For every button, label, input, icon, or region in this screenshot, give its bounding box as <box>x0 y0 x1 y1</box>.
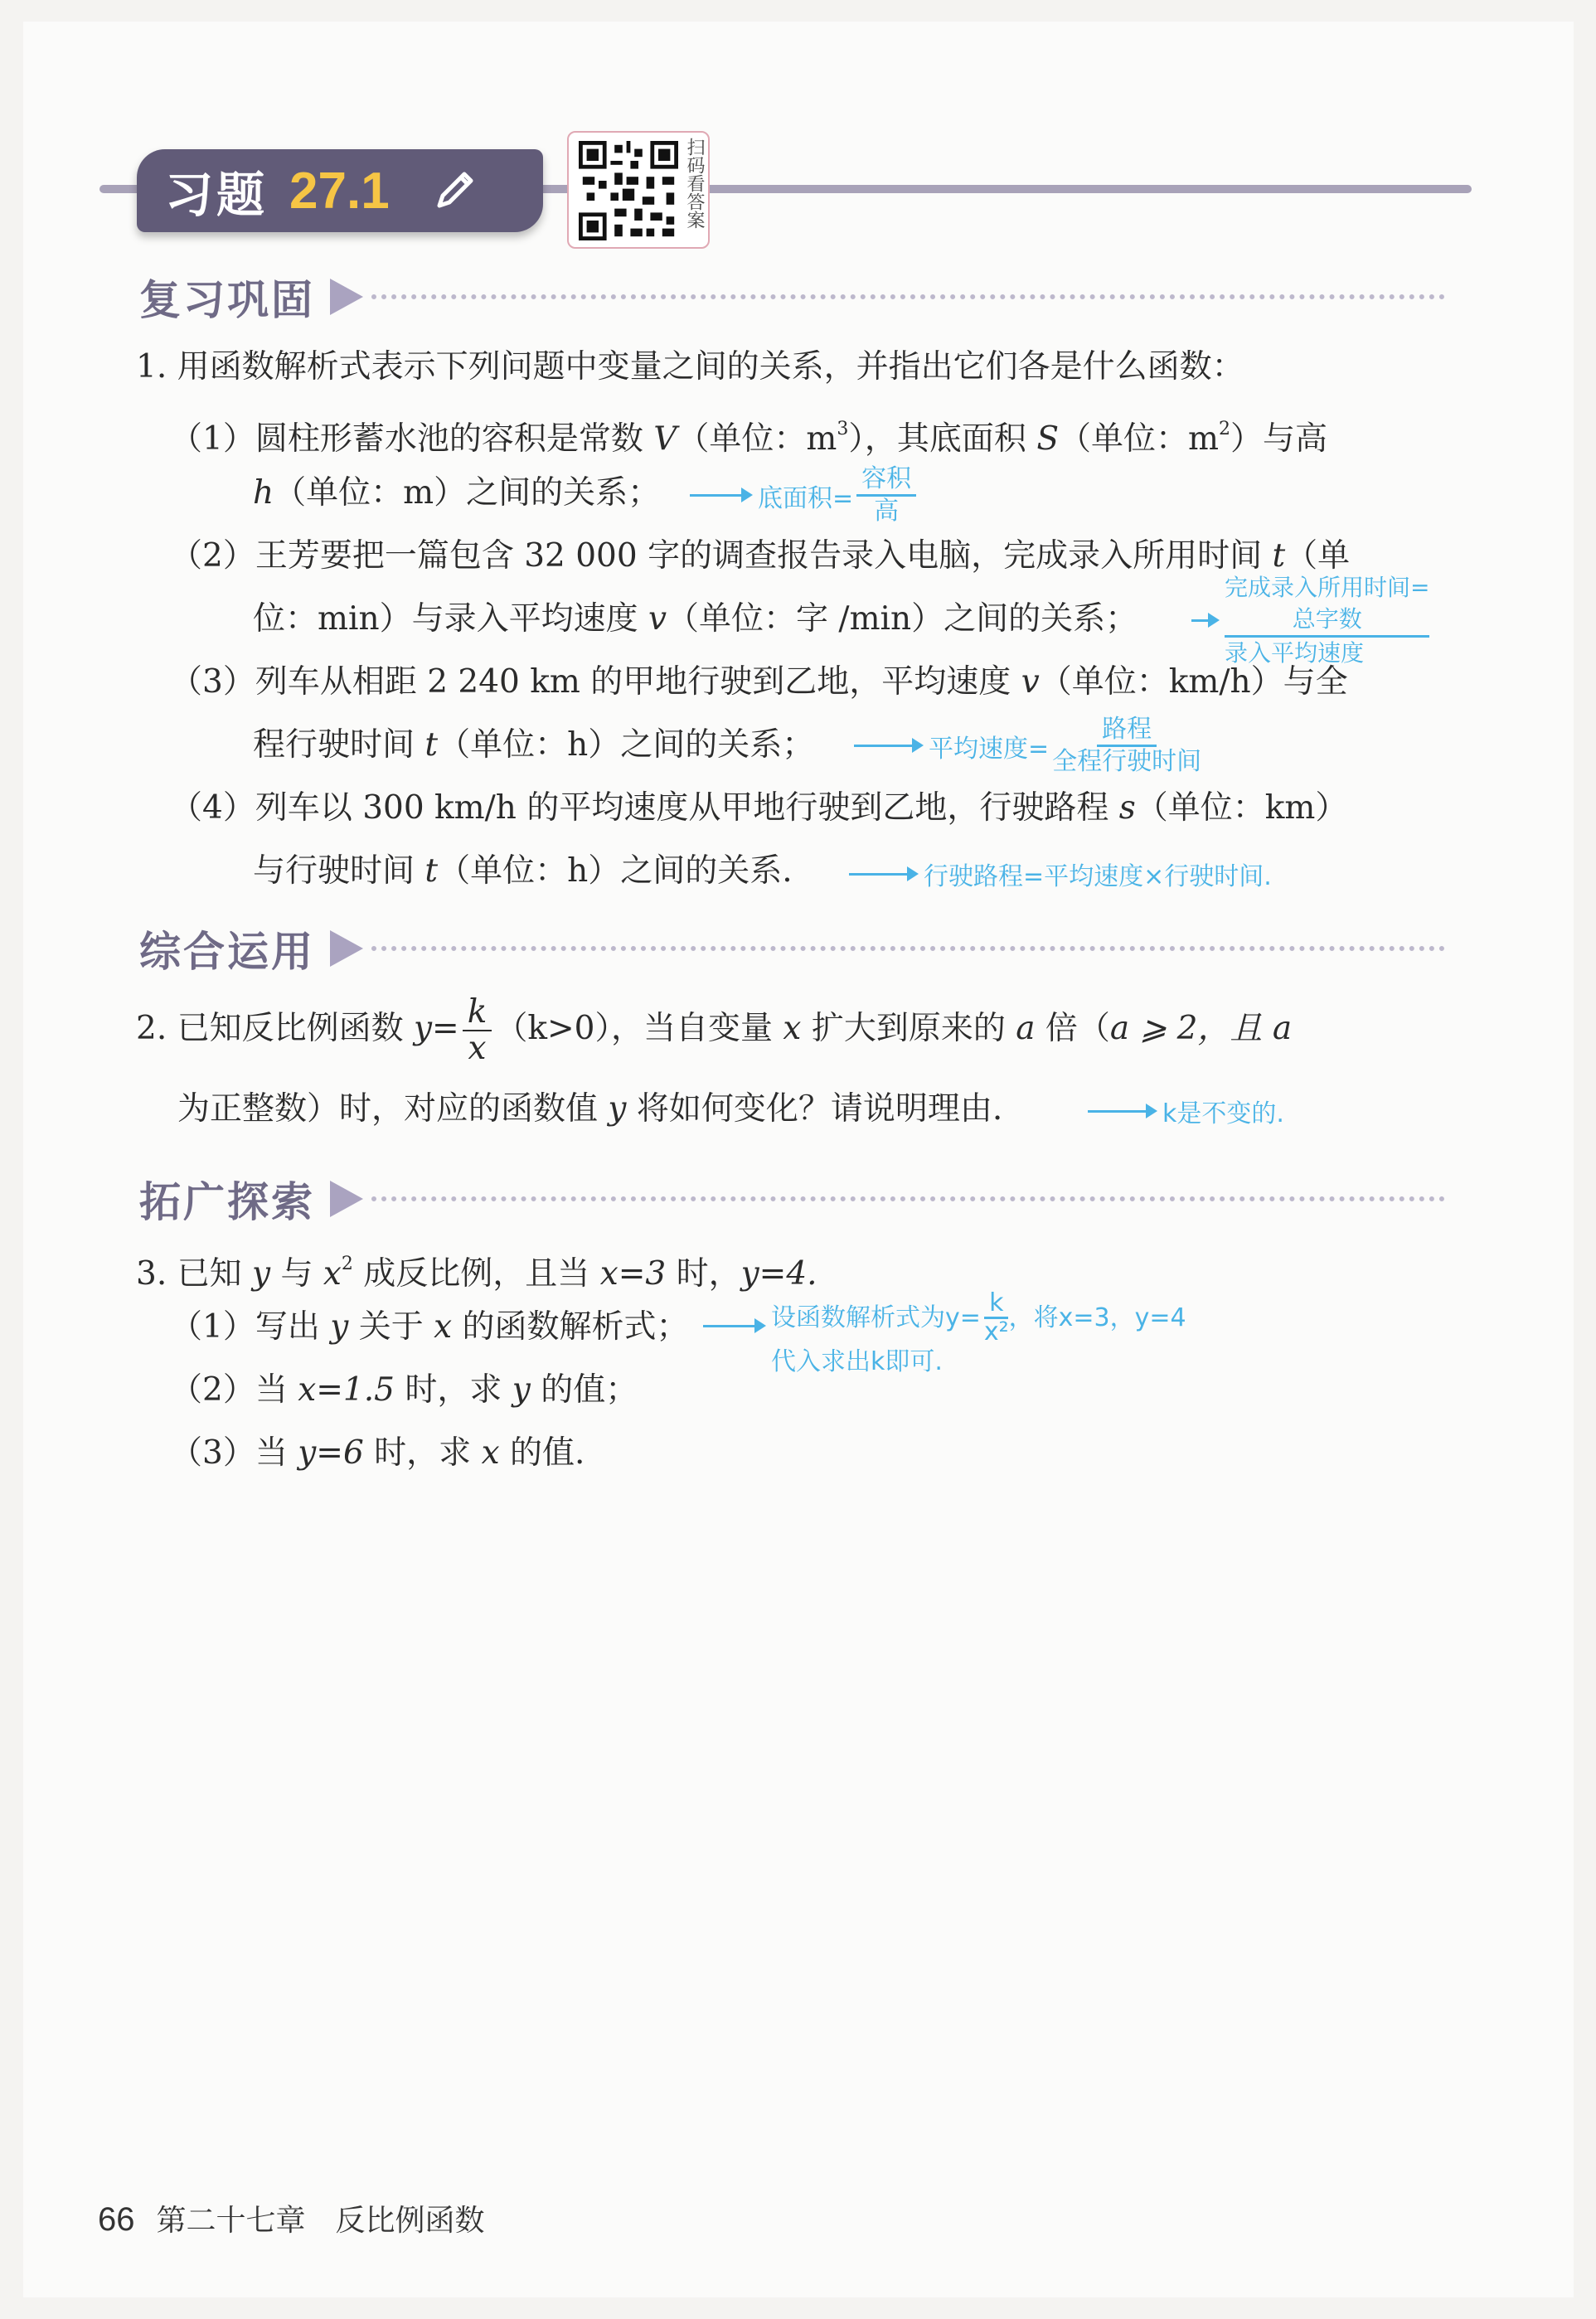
q3-stem: 3. 已知 y 与 $x^2$ 成反比例，且当 x=3 时，y=4. <box>136 1254 817 1293</box>
q2-line1: 2. 已知反比例函数 y= $\frac{k}{x}$ （k>0），当自变量 x 扩大到原来的 a 倍（a ⩾ 2，且 a <box>136 993 1293 1067</box>
q1-part4-line2: 与行驶时间 t（单位：h）之间的关系. <box>253 852 793 890</box>
dotted-divider <box>371 294 1445 299</box>
pencil-icon <box>428 164 481 217</box>
qr-code-box[interactable] <box>567 131 710 249</box>
q2-line2: 为正整数）时，对应的函数值 y 将如何变化？请说明理由. <box>177 1090 1003 1128</box>
section-arrow-icon <box>330 1181 363 1217</box>
q1-part1-line2: h（单位：m）之间的关系； <box>253 474 661 512</box>
arrow-icon <box>703 1325 763 1327</box>
section-review-title: 复习巩固 <box>139 276 315 324</box>
q1-part2-line2: 位：min）与录入平均速度 v（单位：字 /min）之间的关系； <box>253 600 1138 638</box>
q1-part3-line2: 程行驶时间 t（单位：h）之间的关系； <box>253 726 815 764</box>
dotted-divider <box>371 1196 1445 1201</box>
section-extension-title: 拓广探索 <box>139 1178 315 1226</box>
section-comprehensive-title: 综合运用 <box>139 928 315 976</box>
qr-caption: 扫码看答案 <box>684 138 705 229</box>
arrow-icon <box>849 873 915 876</box>
arrow-icon <box>854 745 920 747</box>
section-comprehensive <box>139 919 1445 978</box>
section-review <box>139 267 1445 327</box>
title-text: 习题 <box>165 167 269 223</box>
annotation-1: 底面积= $\frac{\text{容积}}{\text{高}}$ <box>690 464 916 526</box>
exercise-title <box>137 149 543 232</box>
annotation-4: 行驶路程=平均速度×行驶时间. <box>849 856 1272 892</box>
title-number: 27.1 <box>289 162 390 220</box>
page-footer <box>98 2197 485 2239</box>
q3-part3: （3）当 y=6 时，求 x 的值. <box>170 1434 585 1472</box>
q1-part4-line1: （4）列车以 300 km/h 的平均速度从甲地行驶到乙地，行驶路程 s（单位：km） <box>170 789 1348 827</box>
arrow-icon <box>1088 1110 1154 1113</box>
annotation-6: 设函数解析式为y= $\frac{k}{\text{x²}}$ ，将x=3，y=4 代入求出k即可. <box>703 1290 1186 1379</box>
dotted-divider <box>371 946 1445 951</box>
annotation-2: 完成录入所用时间= 总字数 录入平均速度 <box>1191 572 1429 669</box>
q1-part2-line1: （2）王芳要把一篇包含 32 000 字的调查报告录入电脑，完成录入所用时间 t（单 <box>170 537 1351 575</box>
q1-part3-line1: （3）列车从相距 2 240 km 的甲地行驶到乙地，平均速度 v（单位：km/h）与全 <box>170 663 1348 701</box>
section-extension <box>139 1169 1445 1229</box>
section-arrow-icon <box>330 930 363 967</box>
annotation-5: k是不变的. <box>1088 1093 1284 1129</box>
q3-part1: （1）写出 y 关于 x 的函数解析式； <box>170 1308 689 1346</box>
section-arrow-icon <box>330 279 363 315</box>
arrow-icon <box>1191 619 1216 622</box>
q3-part2: （2）当 x=1.5 时，求 y 的值； <box>170 1371 638 1409</box>
annotation-3: 平均速度= $\frac{\text{路程}}{\text{全程行驶时间}}$ <box>854 715 1201 777</box>
page-number: 66 <box>98 2201 135 2238</box>
arrow-icon <box>690 494 749 497</box>
qr-code-icon[interactable] <box>579 141 678 240</box>
q1-part1-line1: （1）圆柱形蓄水池的容积是常数 V（单位：$m^3$），其底面积 S（单位：$m^2$）与高 <box>170 419 1328 458</box>
q1-stem: 1. 用函数解析式表示下列问题中变量之间的关系，并指出它们各是什么函数： <box>136 348 1244 386</box>
chapter-title: 第二十七章 反比例函数 <box>156 2204 485 2238</box>
